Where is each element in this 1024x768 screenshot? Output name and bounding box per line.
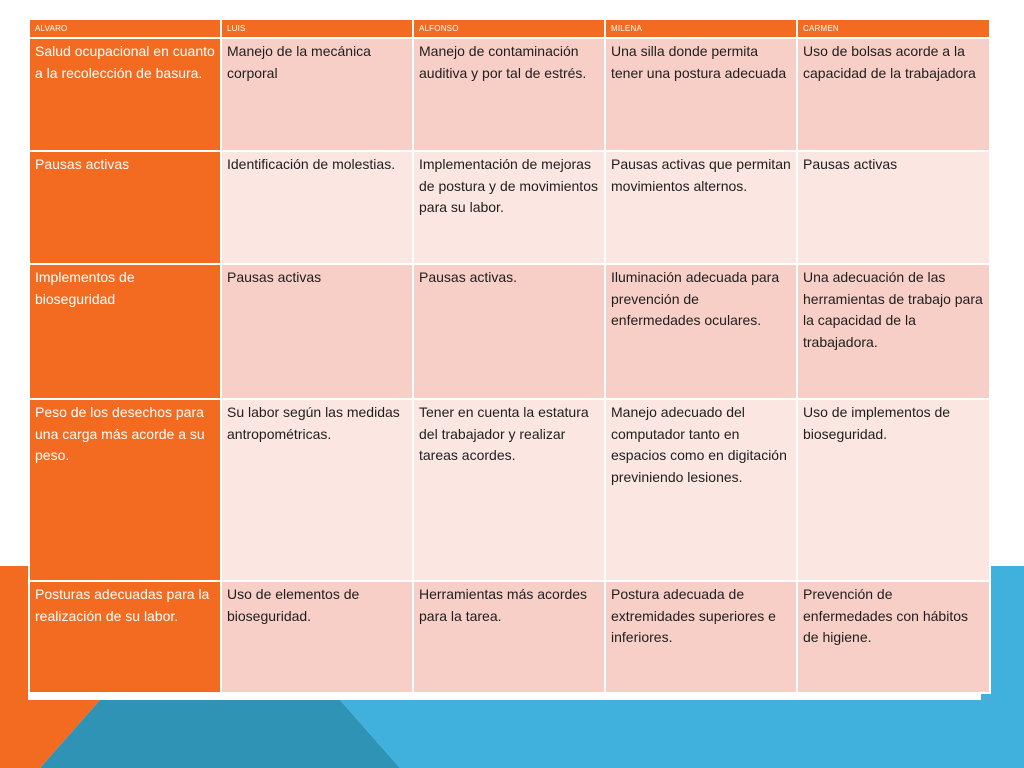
table-cell: Manejo adecuado del computador tanto en espacios como en digitación previniendo lesiones. [606, 400, 796, 580]
table-cell: Pausas activas [30, 152, 220, 263]
table-cell: Peso de los desechos para una carga más acorde a su peso. [30, 400, 220, 580]
header-luis: LUIS [222, 20, 412, 37]
decoration-teal-bottom [40, 700, 400, 768]
table-cell: Manejo de la mecánica corporal [222, 39, 412, 150]
table-row [30, 152, 989, 263]
header-carmen: CARMEN [798, 20, 989, 37]
table-cell: Uso de bolsas acorde a la capacidad de la trabajadora [798, 39, 989, 150]
table-cell: Una silla donde permita tener una postura adecuada [606, 39, 796, 150]
table-cell: Una adecuación de las herramientas de trabajo para la capacidad de la trabajadora. [798, 265, 989, 398]
table-cell: Pausas activas que permitan movimientos alternos. [606, 152, 796, 263]
table-cell: Prevención de enfermedades con hábitos de higiene. [798, 582, 989, 692]
table-cell: Tener en cuenta la estatura del trabajador y realizar tareas acordes. [414, 400, 604, 580]
table-cell: Salud ocupacional en cuanto a la recolección de basura. [30, 39, 220, 150]
header-alfonso: ALFONSO [414, 20, 604, 37]
decoration-orange-left [0, 566, 28, 768]
table-cell: Pausas activas [798, 152, 989, 263]
header-row [30, 20, 989, 37]
table-cell: Posturas adecuadas para la realización de su labor. [30, 582, 220, 692]
table-row [30, 265, 989, 398]
table-cell: Pausas activas. [414, 265, 604, 398]
table-cell: Pausas activas [222, 265, 412, 398]
table-cell: Implementación de mejoras de postura y de movimientos para su labor. [414, 152, 604, 263]
header-milena: MILENA [606, 20, 796, 37]
header-alvaro: ALVARO [30, 20, 220, 37]
table-cell: Identificación de molestias. [222, 152, 412, 263]
table-cell: Implementos de bioseguridad [30, 265, 220, 398]
table-cell: Uso de elementos de bioseguridad. [222, 582, 412, 692]
table-cell: Iluminación adecuada para prevención de enfermedades oculares. [606, 265, 796, 398]
table-row [30, 39, 989, 150]
table-row [30, 582, 989, 692]
table-cell: Su labor según las medidas antropométricas. [222, 400, 412, 580]
comparison-table [28, 18, 991, 694]
table-cell: Manejo de contaminación auditiva y por tal de estrés. [414, 39, 604, 150]
table-cell: Herramientas más acordes para la tarea. [414, 582, 604, 692]
table-row [30, 400, 989, 580]
table-cell: Postura adecuada de extremidades superiores e inferiores. [606, 582, 796, 692]
table-cell: Uso de implementos de bioseguridad. [798, 400, 989, 580]
